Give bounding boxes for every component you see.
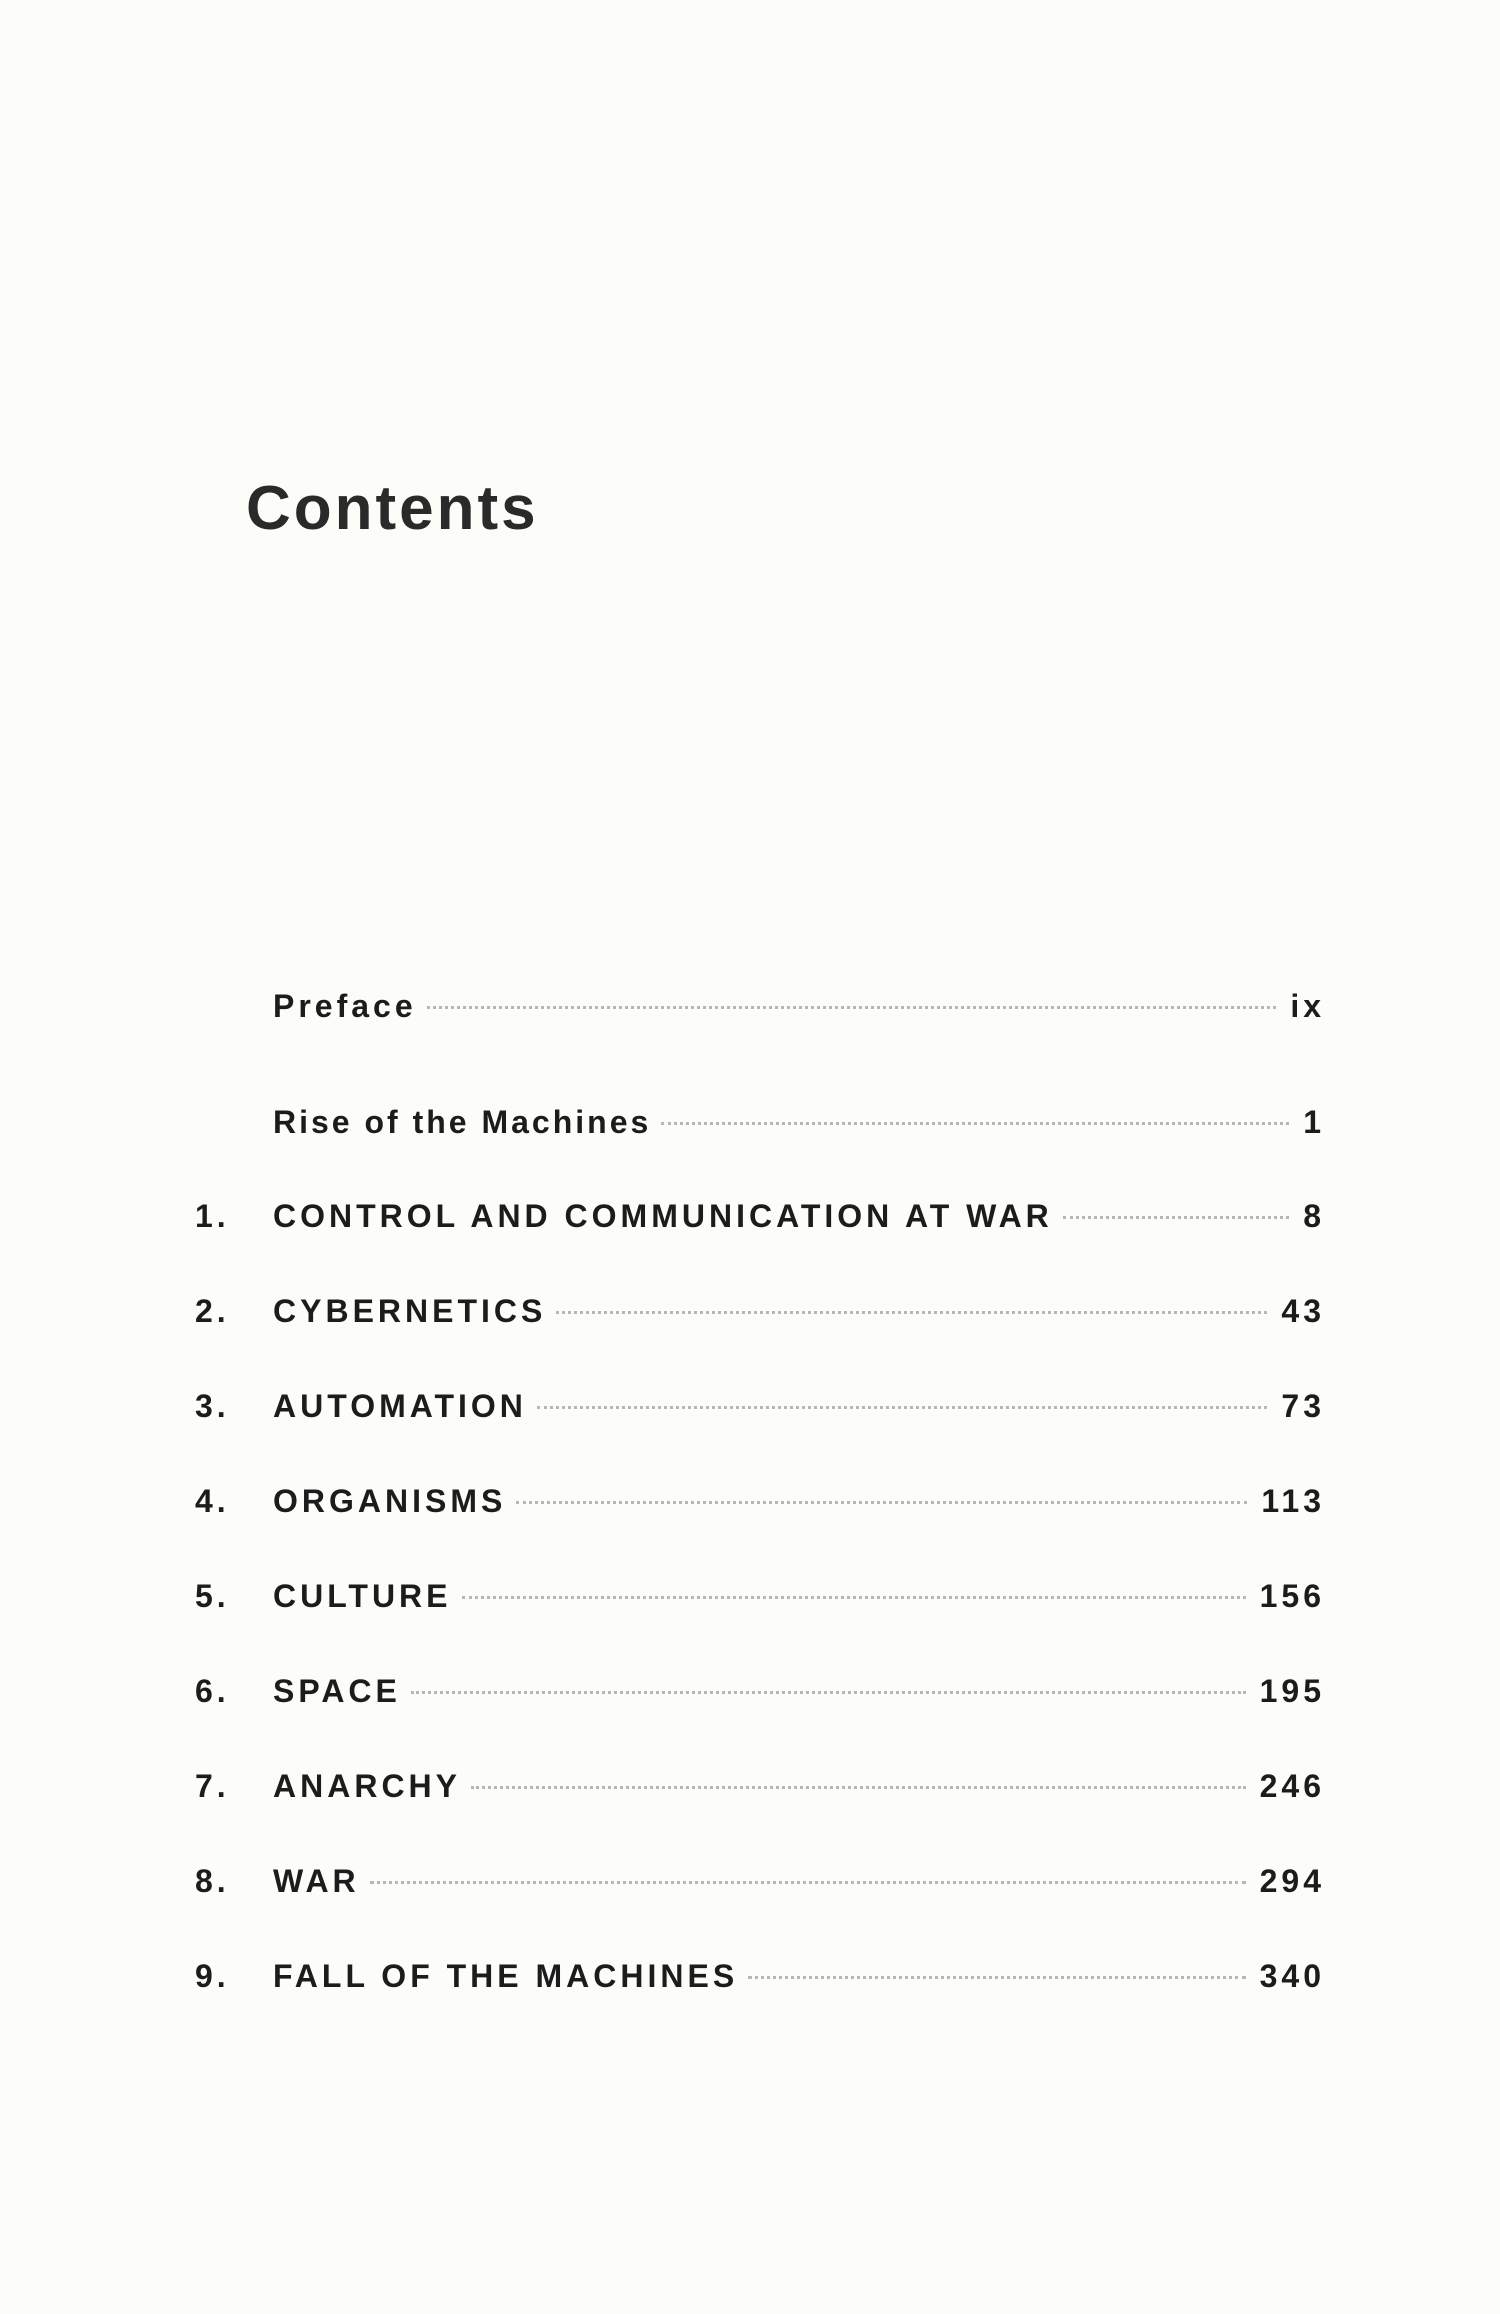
toc-entry-title: AUTOMATION: [273, 1388, 527, 1424]
page-title: Contents: [246, 474, 539, 543]
toc-entry-page: 294: [1259, 1863, 1325, 1899]
toc-entry-chapter-5[interactable]: [195, 1574, 1325, 1618]
toc-entry-page: 8: [1303, 1198, 1325, 1234]
toc-entry-chapter-7[interactable]: [195, 1764, 1325, 1808]
toc-entry-title: WAR: [273, 1863, 360, 1899]
toc-entry-chapter-3[interactable]: [195, 1384, 1325, 1428]
toc-entry-page: 43: [1281, 1293, 1325, 1329]
toc-entry-title: Rise of the Machines: [273, 1104, 652, 1140]
toc-entry-page: ix: [1290, 988, 1325, 1024]
toc-entry-number: 4.: [195, 1483, 230, 1519]
toc-entry-title: FALL OF THE MACHINES: [273, 1958, 739, 1994]
toc-entry-title: ORGANISMS: [273, 1483, 507, 1519]
toc-entry-preface[interactable]: [195, 984, 1325, 1028]
dot-leader: [427, 1006, 1277, 1009]
toc-entry-page: 73: [1281, 1388, 1325, 1424]
toc-entry-page: 156: [1259, 1578, 1325, 1614]
dot-leader: [748, 1976, 1245, 1979]
toc-entry-number: 1.: [195, 1198, 230, 1234]
toc-entry-title: SPACE: [273, 1673, 401, 1709]
dot-leader: [537, 1406, 1268, 1409]
toc-entry-chapter-8[interactable]: [195, 1859, 1325, 1903]
toc-entry-page: 195: [1259, 1673, 1325, 1709]
toc-entry-number: 6.: [195, 1673, 230, 1709]
toc-entry-number: 2.: [195, 1293, 230, 1329]
toc-entry-number: 8.: [195, 1863, 230, 1899]
toc-entry-page: 1: [1303, 1104, 1325, 1140]
dot-leader: [471, 1786, 1246, 1789]
toc-entry-title: CULTURE: [273, 1578, 452, 1614]
dot-leader: [516, 1501, 1247, 1504]
dot-leader: [462, 1596, 1246, 1599]
toc-entry-number: 5.: [195, 1578, 230, 1614]
toc-entry-chapter-1[interactable]: [195, 1194, 1325, 1238]
toc-entry-page: 340: [1259, 1958, 1325, 1994]
toc-entry-chapter-6[interactable]: [195, 1669, 1325, 1713]
toc-entry-chapter-2[interactable]: [195, 1289, 1325, 1333]
dot-leader: [661, 1122, 1289, 1125]
toc-entry-page: 113: [1261, 1483, 1325, 1519]
toc-entry-introduction[interactable]: [195, 1100, 1325, 1144]
toc-entry-chapter-9[interactable]: [195, 1954, 1325, 1998]
toc-entry-number: 7.: [195, 1768, 230, 1804]
dot-leader: [556, 1311, 1267, 1314]
dot-leader: [370, 1881, 1246, 1884]
toc-entry-title: CONTROL AND COMMUNICATION AT WAR: [273, 1198, 1053, 1234]
toc-entry-number: 3.: [195, 1388, 230, 1424]
dot-leader: [411, 1691, 1246, 1694]
toc-entry-title: CYBERNETICS: [273, 1293, 547, 1329]
toc-entry-number: 9.: [195, 1958, 230, 1994]
toc-entry-chapter-4[interactable]: [195, 1479, 1325, 1523]
toc-entry-title: Preface: [273, 988, 417, 1024]
dot-leader: [1063, 1216, 1289, 1219]
toc-entry-page: 246: [1259, 1768, 1325, 1804]
toc-entry-title: ANARCHY: [273, 1768, 461, 1804]
